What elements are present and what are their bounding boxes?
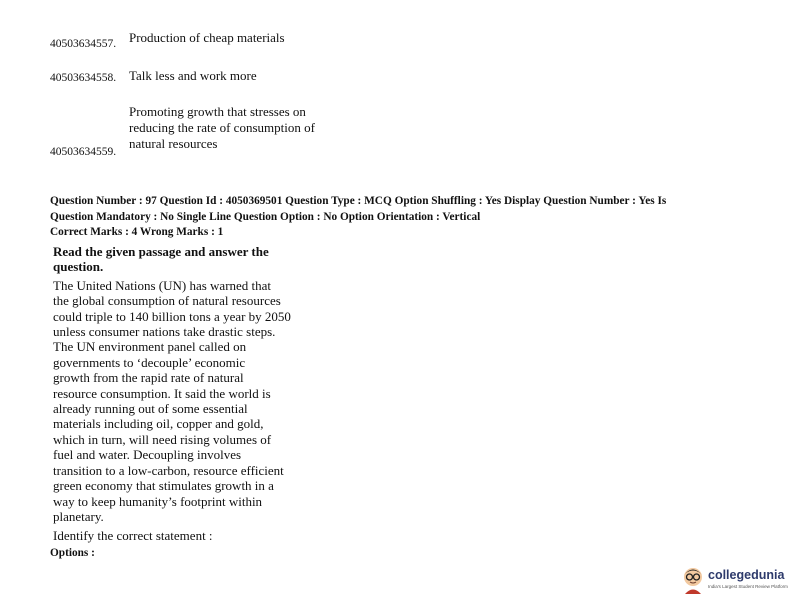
passage-heading bbox=[53, 244, 298, 275]
passage bbox=[53, 244, 298, 544]
passage-line: way to keep humanity’s footprint within bbox=[53, 493, 263, 509]
passage-heading-line: Read the given passage and answer the bbox=[53, 244, 269, 259]
options-label: Options : bbox=[50, 547, 95, 559]
option-3-id: 40503634559. bbox=[50, 146, 117, 158]
passage-line: already running out of some essential bbox=[53, 401, 248, 417]
option-3-text-line: Promoting growth that stresses on bbox=[129, 104, 306, 119]
passage-line: The United Nations (UN) has warned that bbox=[53, 277, 272, 293]
passage-line: the global consumption of natural resources bbox=[53, 293, 281, 309]
option-2-id: 40503634558. bbox=[50, 72, 117, 84]
passage-line: transition to a low-carbon, resource efficient bbox=[53, 462, 284, 478]
option-3-text bbox=[129, 104, 315, 152]
passage-line: The UN environment panel called on bbox=[53, 339, 247, 355]
question-meta-line-1: Question Number : 97 Question Id : 4050369501 Question Type : MCQ Option Shuffling : Yes Display Question Number : Yes Is bbox=[50, 195, 667, 207]
passage-line: planetary. bbox=[53, 508, 104, 524]
option-3-text-line: reducing the rate of consumption of bbox=[129, 120, 315, 135]
passage-line: materials including oil, copper and gold, bbox=[53, 416, 264, 432]
passage-line: which in turn, will need rising volumes of bbox=[53, 431, 272, 447]
question-meta-line-2: Question Mandatory : No Single Line Question Option : No Option Orientation : Vertical bbox=[50, 210, 481, 223]
passage-heading-line: question. bbox=[53, 259, 104, 275]
passage-body bbox=[53, 278, 298, 525]
passage-line: resource consumption. It said the world is bbox=[53, 385, 271, 401]
passage-line: unless consumer nations take drastic steps. bbox=[53, 324, 276, 340]
mascot-icon bbox=[680, 566, 706, 594]
passage-line: growth from the rapid rate of natural bbox=[53, 370, 244, 386]
question-instruction: Identify the correct statement : bbox=[53, 528, 213, 544]
passage-line: governments to ‘decouple’ economic bbox=[53, 354, 246, 370]
option-2-text: Talk less and work more bbox=[129, 68, 257, 83]
collegedunia-logo bbox=[680, 566, 788, 594]
option-3-text-line: natural resources bbox=[129, 136, 218, 151]
logo-name: collegedunia bbox=[708, 568, 785, 582]
passage-line: could triple to 140 billion tons a year by 2050 bbox=[53, 308, 291, 324]
option-1-text: Production of cheap materials bbox=[129, 30, 285, 45]
passage-line: green economy that stimulates growth in a bbox=[53, 478, 274, 494]
option-1-id: 40503634557. bbox=[50, 38, 117, 50]
question-meta bbox=[50, 194, 750, 241]
passage-line: fuel and water. Decoupling involves bbox=[53, 447, 242, 463]
question-marks: Correct Marks : 4 Wrong Marks : 1 bbox=[50, 226, 224, 238]
logo-tagline: India's Largest Student Review Platform bbox=[708, 584, 788, 589]
